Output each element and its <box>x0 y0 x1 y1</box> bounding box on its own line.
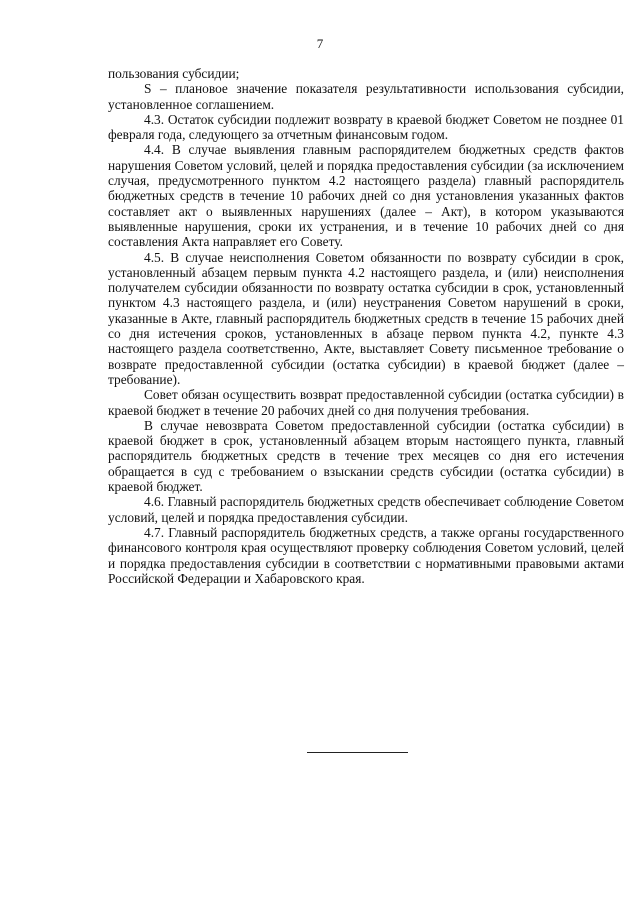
paragraph-4-5-non-return: В случае невозврата Советом предоставленной субсидии (остатка субсидии) в краевой бюджет в срок, установленный абзацем вторым настоящего пункта, главный распорядитель бюджетных средств в течение трех месяцев со дня его истечения обращается в суд с требованием о взыскании средств субсидии (остатка субсидии) в краевой бюджет. <box>108 417 624 495</box>
paragraph-4-4: 4.4. В случае выявления главным распорядителем бюджетных средств фактов нарушения Советом условий, целей и порядка предоставления субсидии (за исключением случая, предусмотренного пунктом 4.2 настоящего раздела) главный распорядитель бюджетных средств в течение 10 рабочих дней со дня установления указанных фактов составляет акт о выявленных нарушениях (далее – Акт), в котором указываются выявленные нарушения, сроки их устранения, и в течение 10 рабочих дней со дня составления Акта направляет его Совету. <box>108 142 624 250</box>
paragraph-4-7: 4.7. Главный распорядитель бюджетных средств, а также органы государственного финансового контроля края осуществляют проверку соблюдения Советом условий, целей и порядка предоставления субсидии в соответствии с нормативными правовыми актами Российской Федерации и Хабаровского края. <box>108 524 624 586</box>
end-of-document-divider <box>307 752 408 753</box>
paragraph-4-6: 4.6. Главный распорядитель бюджетных средств обеспечивает соблюдение Советом условий, целей и порядка предоставления субсидии. <box>108 494 624 525</box>
paragraph-4-5-return-obligation: Совет обязан осуществить возврат предоставленной субсидии (остатка субсидии) в краевой бюджет в течение 20 рабочих дней со дня получения требования. <box>108 387 624 418</box>
paragraph-definition-s: S – плановое значение показателя результативности использования субсидии, установленное соглашением. <box>108 81 624 112</box>
paragraph-continuation: пользования субсидии; <box>108 66 240 81</box>
paragraph-4-3: 4.3. Остаток субсидии подлежит возврату в краевой бюджет Советом не позднее 01 февраля года, следующего за отчетным финансовым годом. <box>108 111 624 143</box>
document-body <box>108 66 624 586</box>
paragraph-4-5: 4.5. В случае неисполнения Советом обязанности по возврату субсидии в срок, установленный абзацем первым пункта 4.2 настоящего раздела, и (или) неисполнения получателем субсидии обязанности по возврату остатка субсидии в срок, установленный пунктом 4.3 настоящего раздела, и (или) неустранения Советом нарушений в сроки, указанные в Акте, главный распорядитель бюджетных средств в течение 15 рабочих дней со дня истечения сроков, установленных в абзаце первом пункта 4.2, пункте 4.3 настоящего раздела соответственно, Акте, выставляет Совету письменное требование о возврате предоставленной субсидии (остатка субсидии) в краевой бюджет (далее – требование). <box>108 249 624 387</box>
page-number: 7 <box>316 36 324 51</box>
